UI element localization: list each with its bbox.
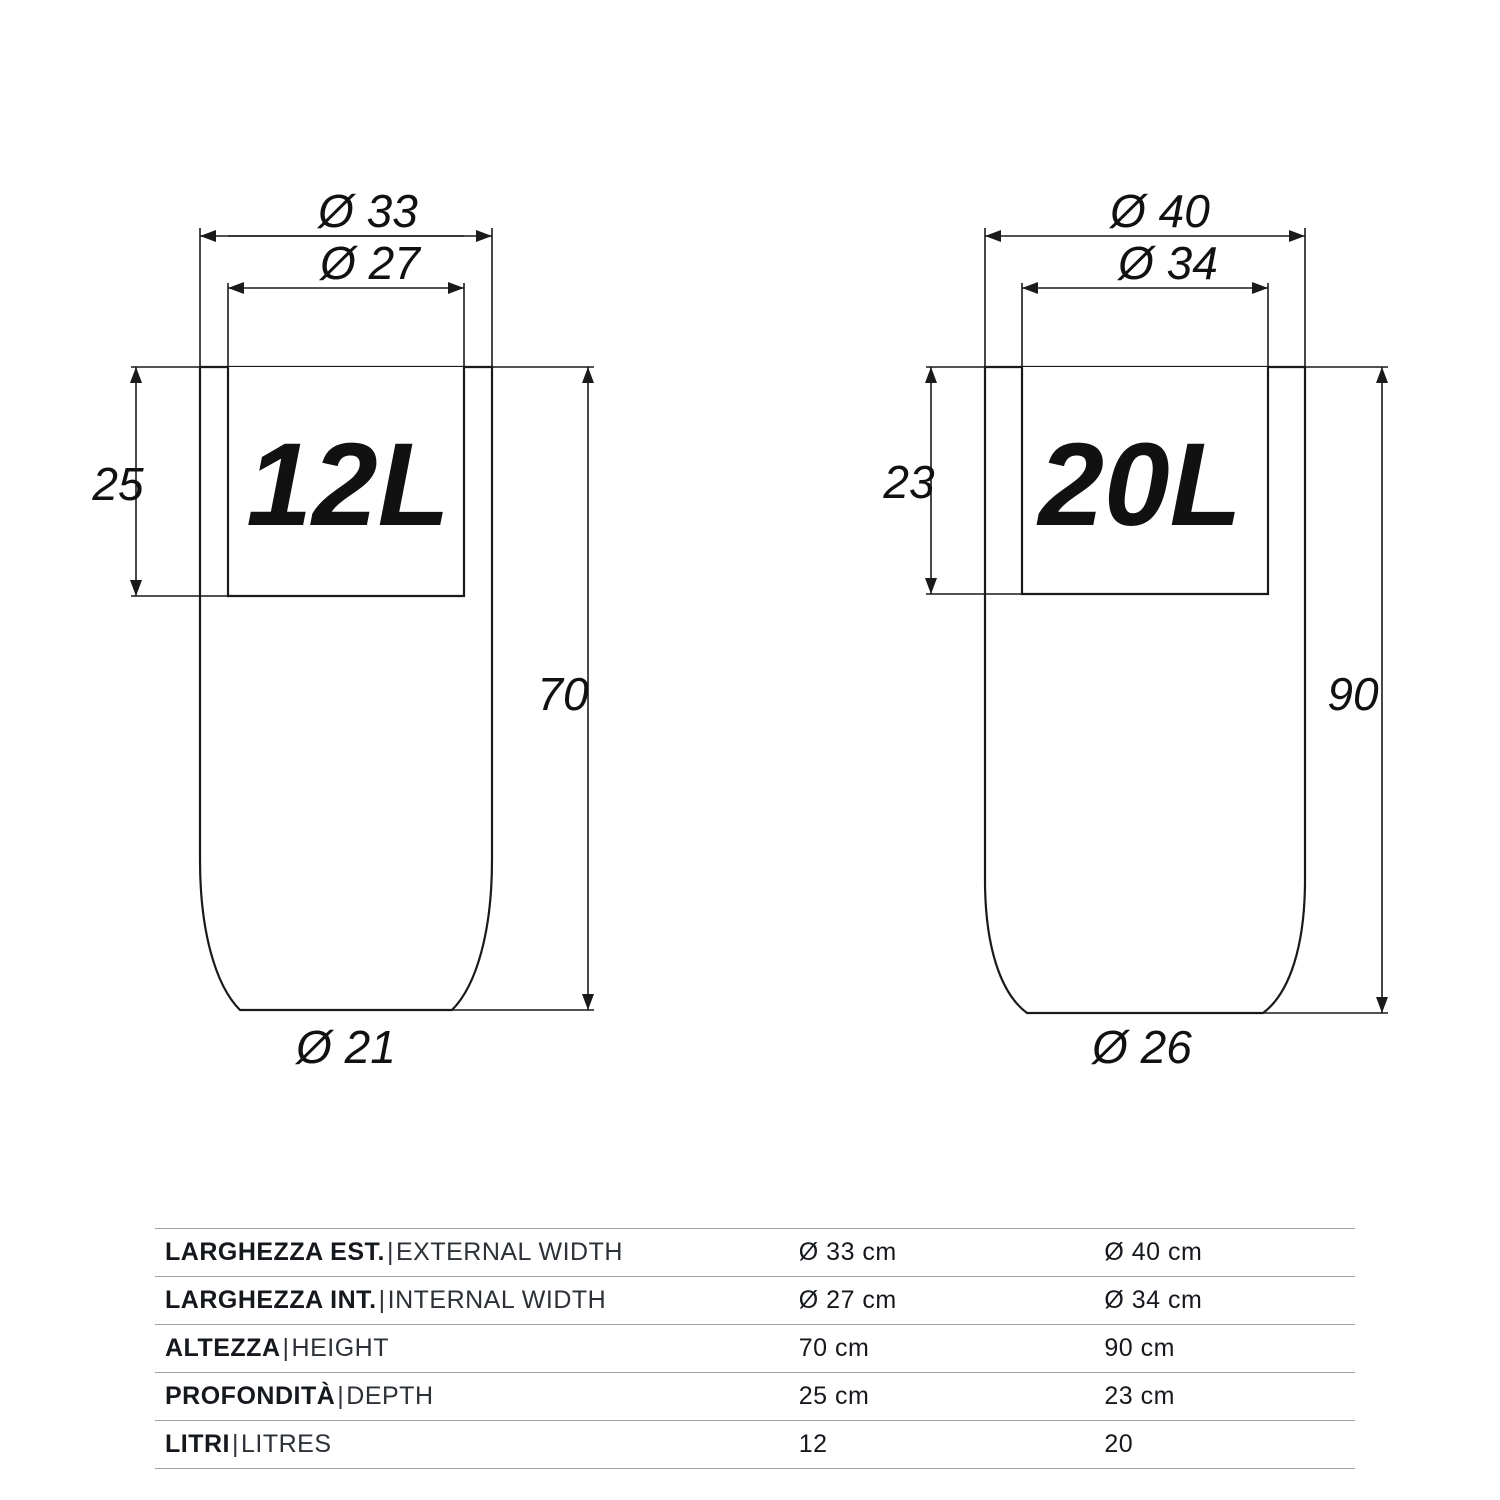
pot-12l-ext-width-label: Ø 33 [318,185,418,237]
spec-value-12l: 25 cm [739,1373,1050,1421]
spec-value-20l: Ø 34 cm [1049,1277,1355,1325]
spec-label-separator: | [282,1334,290,1362]
pot-20l-volume-label: 20L [1038,419,1242,551]
spec-label-it: LITRI [165,1430,230,1458]
pot-12l-height-label: 70 [537,668,589,720]
spec-label-it: PROFONDITÀ [165,1382,336,1410]
spec-label-cell [155,1229,739,1277]
pot-12l-volume-label: 12L [246,419,450,551]
spec-label-separator: | [378,1286,386,1314]
table-row [155,1421,1355,1469]
spec-label-it: ALTEZZA [165,1334,281,1362]
pot-20l-int-width-label: Ø 34 [1118,237,1218,289]
spec-label-en: DEPTH [346,1382,434,1410]
spec-label-it: LARGHEZZA INT. [165,1286,377,1314]
spec-value-12l: Ø 27 cm [739,1277,1050,1325]
specifications-table-body [155,1229,1355,1469]
spec-label-it: LARGHEZZA EST. [165,1238,385,1266]
pot-20l-height-label: 90 [1327,668,1379,720]
table-row [155,1373,1355,1421]
spec-label-cell [155,1373,739,1421]
spec-label-separator: | [232,1430,239,1458]
spec-value-20l: 90 cm [1049,1325,1355,1373]
spec-value-20l: 23 cm [1049,1373,1355,1421]
spec-value-12l: 70 cm [739,1325,1050,1373]
spec-label-cell [155,1277,739,1325]
pot-12l-base-width-label: Ø 21 [296,1021,396,1073]
table-row [155,1325,1355,1373]
spec-label-en: EXTERNAL WIDTH [395,1238,623,1266]
spec-label-cell [155,1421,739,1469]
pot-20l-depth-label: 23 [883,456,935,508]
spec-value-20l: Ø 40 cm [1049,1229,1355,1277]
spec-label-en: LITRES [241,1430,332,1458]
spec-value-12l: Ø 33 cm [739,1229,1050,1277]
table-row [155,1229,1355,1277]
specifications-table [155,1228,1355,1469]
spec-label-cell [155,1325,739,1373]
pot-12l-depth-label: 25 [92,458,144,510]
pot-20l-base-width-label: Ø 26 [1092,1021,1192,1073]
spec-label-en: INTERNAL WIDTH [387,1286,607,1314]
table-row [155,1277,1355,1325]
spec-label-separator: | [386,1238,394,1266]
spec-value-20l: 20 [1049,1421,1355,1469]
spec-label-separator: | [337,1382,345,1410]
pot-12l-int-width-label: Ø 27 [320,237,420,289]
pot-20l-ext-width-label: Ø 40 [1110,185,1210,237]
spec-value-12l: 12 [739,1421,1050,1469]
spec-label-en: HEIGHT [291,1334,389,1362]
